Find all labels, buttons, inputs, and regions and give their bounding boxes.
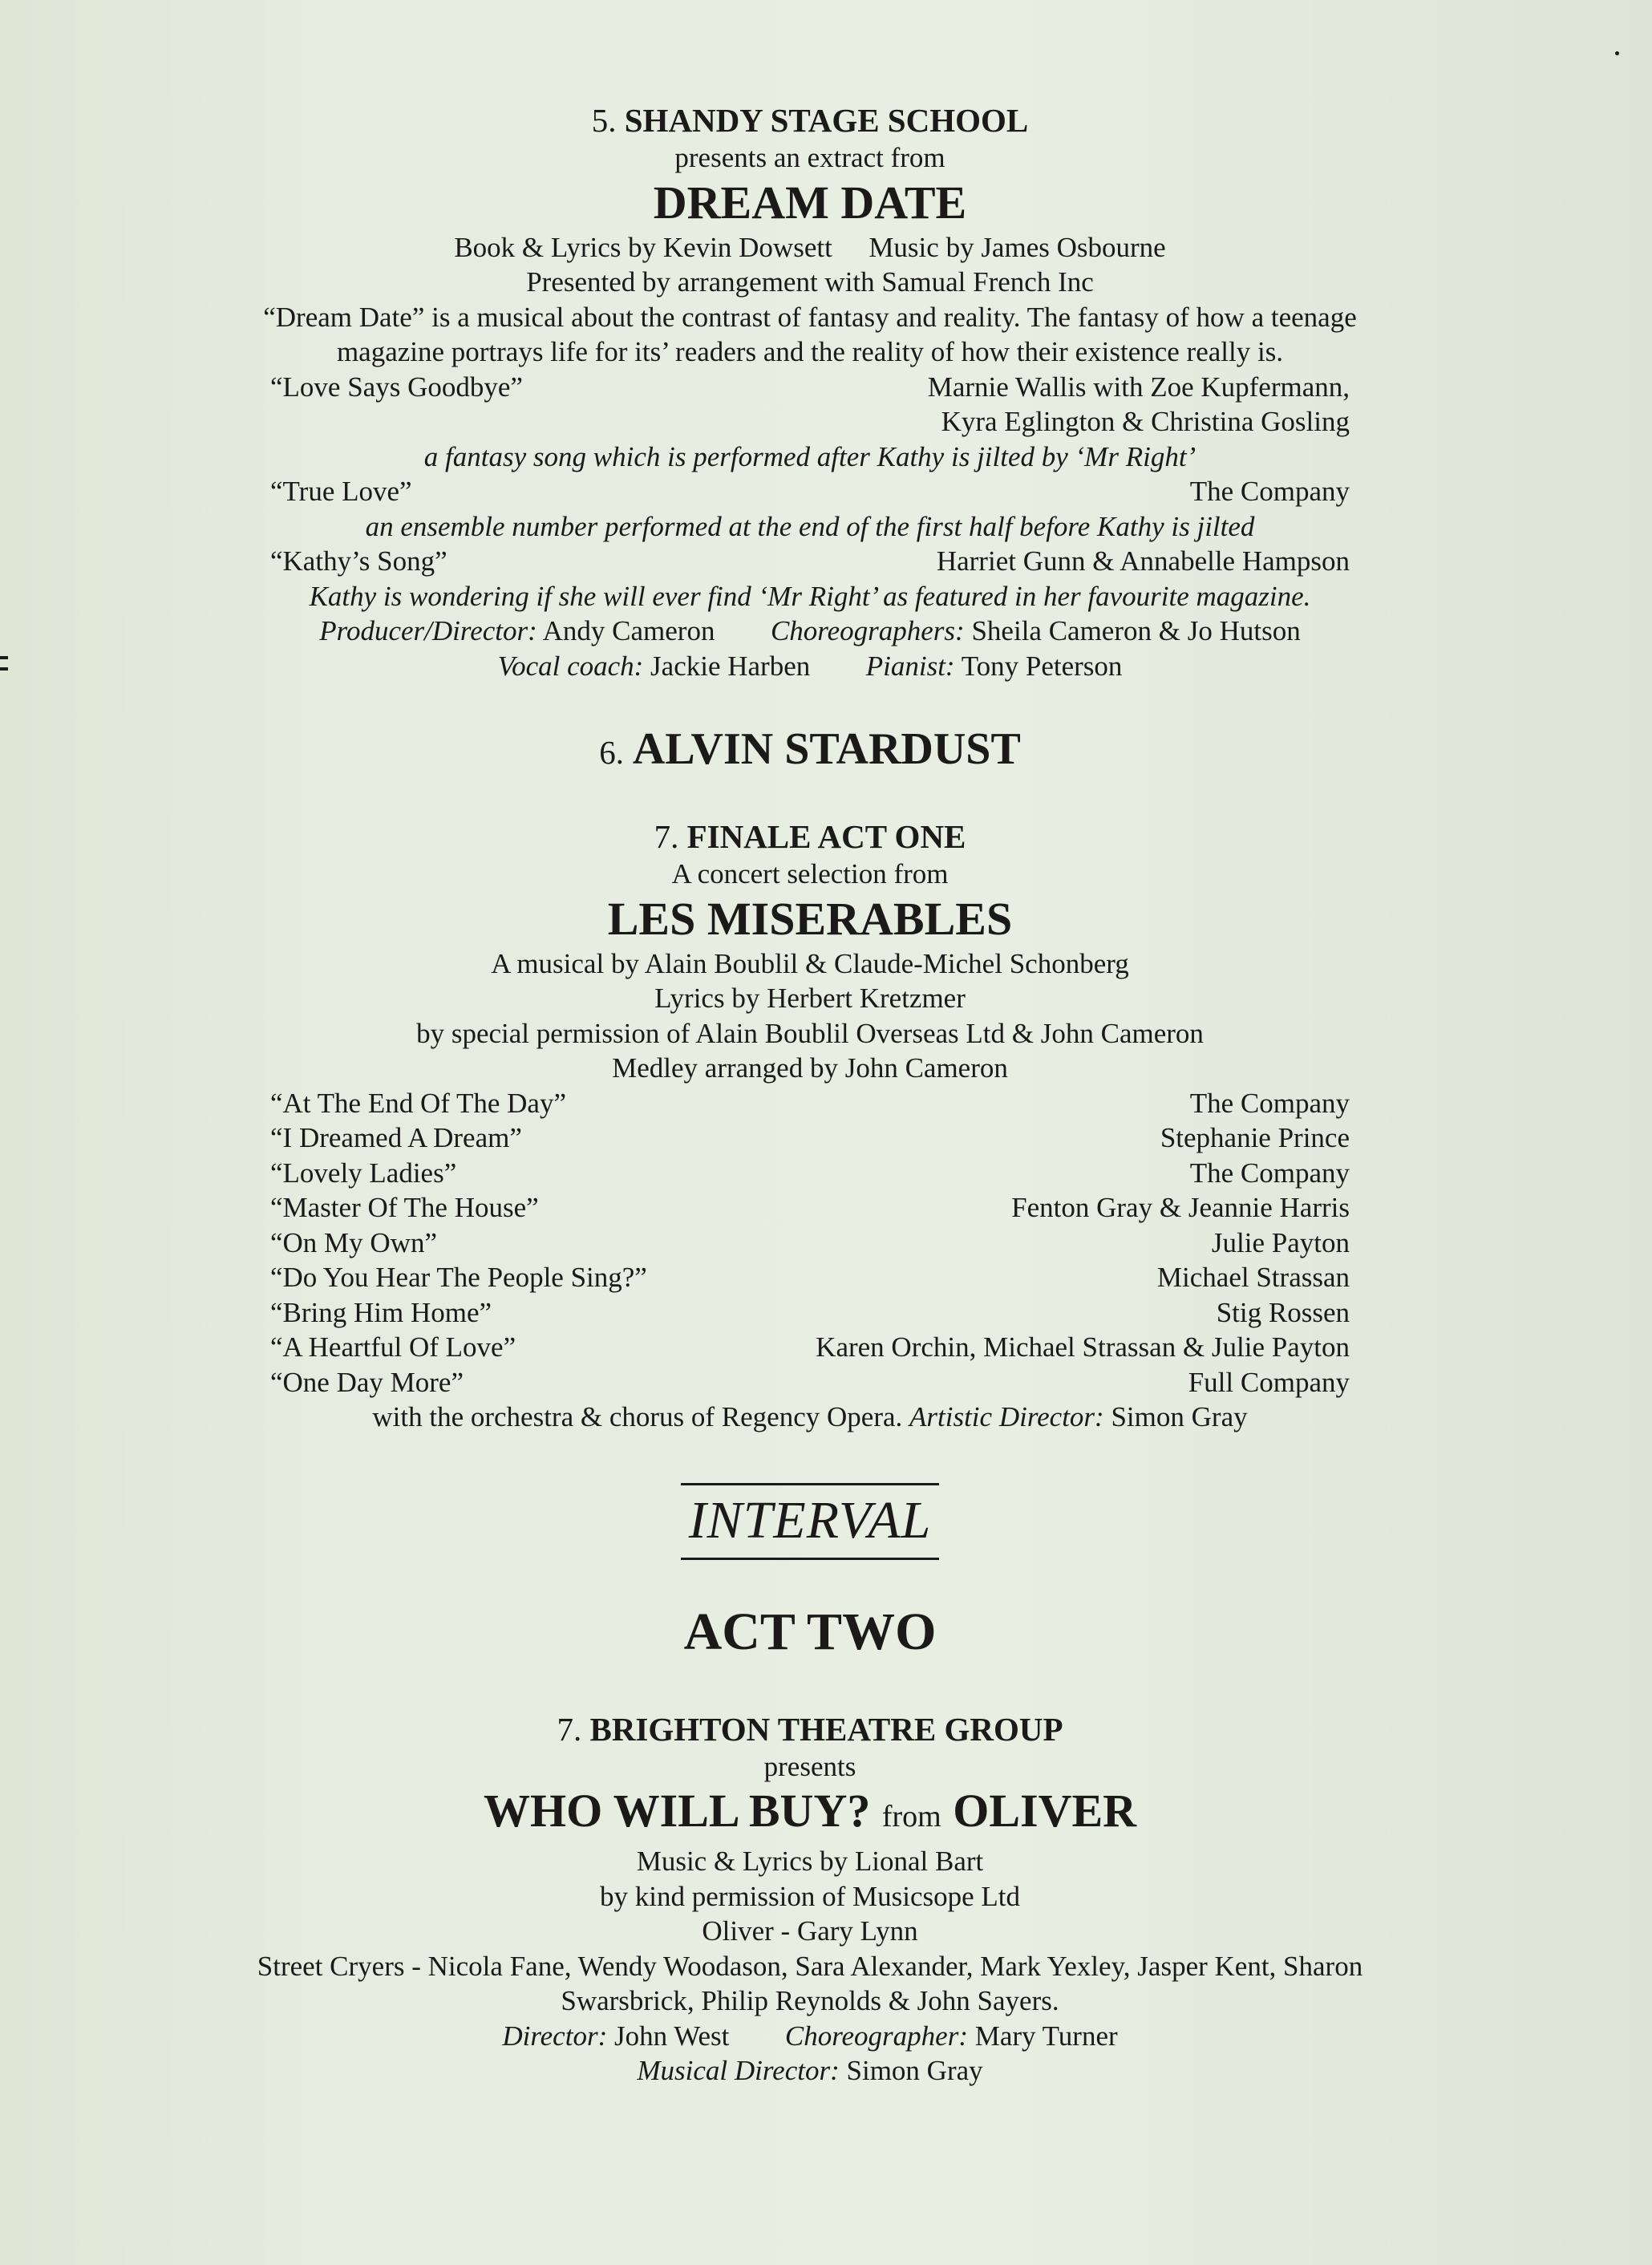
- credit-line: A musical by Alain Boublil & Claude-Michel Schonberg: [491, 947, 1129, 979]
- edge-mark: [0, 656, 8, 659]
- credit-value: Jackie Harben: [650, 650, 811, 682]
- credit-label: Vocal coach:: [497, 650, 644, 682]
- staff-credits: [168, 2019, 1452, 2054]
- song-performers: Fenton Gray & Jeannie Harris: [1011, 1192, 1350, 1223]
- staff-credits: [168, 2053, 1452, 2089]
- credit-line: by kind permission of Musicsope Ltd: [600, 1880, 1020, 1912]
- credit-value: Tony Peterson: [961, 650, 1123, 682]
- credit-music: Music by James Osbourne: [869, 231, 1166, 263]
- credit-label: Musical Director:: [637, 2055, 840, 2086]
- song-performers: Karen Orchin, Michael Strassan & Julie Payton: [816, 1331, 1350, 1363]
- song-row: [168, 544, 1452, 579]
- song-title: “Do You Hear The People Sing?”: [270, 1262, 647, 1293]
- song-performers: Harriet Gunn & Annabelle Hampson: [936, 545, 1350, 577]
- song-title: “A Heartful Of Love”: [270, 1331, 516, 1363]
- staff-credits: [168, 649, 1452, 684]
- credit-value: Mary Turner: [974, 2020, 1118, 2052]
- medley-list: [168, 1086, 1452, 1400]
- song-note: a fantasy song which is performed after Kathy is jilted by ‘Mr Right’: [423, 440, 1196, 472]
- song-row: [168, 370, 1452, 405]
- song-row: [168, 1156, 1452, 1191]
- description-line: “Dream Date” is a musical about the contrast of fantasy and reality. The fantasy of how a teenage: [263, 301, 1357, 333]
- song-title: “Kathy’s Song”: [270, 545, 447, 577]
- closing-text: with the orchestra & chorus of Regency Opera.: [372, 1401, 903, 1432]
- song-title: “True Love”: [270, 476, 412, 507]
- programme-column: [168, 100, 1452, 2089]
- show-name: OLIVER: [953, 1785, 1137, 1837]
- song-performers: Stig Rossen: [1216, 1296, 1350, 1328]
- interval-block: [168, 1483, 1452, 1560]
- song-row: [168, 1330, 1452, 1365]
- song-row-cont: [168, 404, 1452, 440]
- song-performers: Stephanie Prince: [1160, 1122, 1350, 1153]
- section-number: 7.: [654, 818, 679, 855]
- from-word: from: [881, 1800, 941, 1833]
- staff-credits: [168, 614, 1452, 649]
- speck: [1615, 51, 1619, 55]
- song-name: WHO WILL BUY?: [483, 1785, 871, 1837]
- intro-line: presents: [763, 1750, 856, 1782]
- credit-label: Producer/Director:: [319, 615, 537, 646]
- song-title: “Lovely Ladies”: [270, 1157, 457, 1189]
- cast-line: Swarsbrick, Philip Reynolds & John Sayers.: [561, 1985, 1059, 2016]
- credit-label: Artistic Director:: [909, 1401, 1104, 1432]
- song-performers: The Company: [1189, 1087, 1350, 1119]
- song-row: [168, 1120, 1452, 1156]
- song-performers: Michael Strassan: [1156, 1262, 1350, 1293]
- section-number: 6.: [599, 734, 624, 771]
- credit-value: Simon Gray: [1111, 1401, 1248, 1432]
- song-performers: The Company: [1189, 476, 1350, 507]
- section-title: FINALE ACT ONE: [686, 818, 966, 855]
- song-title: “I Dreamed A Dream”: [270, 1122, 522, 1153]
- song-row: [168, 1365, 1452, 1400]
- song-row: [168, 1086, 1452, 1121]
- credit-label: Director:: [502, 2020, 608, 2052]
- song-title: “At The End Of The Day”: [270, 1087, 567, 1119]
- act-name: ALVIN STARDUST: [632, 724, 1021, 774]
- song-note: an ensemble number performed at the end of the first half before Kathy is jilted: [365, 510, 1255, 542]
- song-title: “Bring Him Home”: [270, 1296, 492, 1328]
- credit-label: Choreographers:: [770, 615, 965, 646]
- credit-line: by special permission of Alain Boublil Overseas Ltd & John Cameron: [416, 1017, 1204, 1049]
- section-heading-6: [168, 722, 1452, 780]
- song-performers: The Company: [1189, 1157, 1350, 1189]
- credit-line: Music & Lyrics by Lional Bart: [636, 1846, 984, 1877]
- section-heading-7a: [168, 816, 1452, 857]
- song-title: “Love Says Goodbye”: [270, 371, 523, 403]
- song-performers: Julie Payton: [1211, 1226, 1350, 1258]
- show-title: [168, 1784, 1452, 1844]
- song-title: “Master Of The House”: [270, 1192, 539, 1223]
- show-title: DREAM DATE: [653, 176, 967, 229]
- intro-line: presents an extract from: [674, 142, 945, 173]
- section-number: 5.: [591, 102, 617, 139]
- credit-label: Pianist:: [865, 650, 955, 682]
- credit-line: Lyrics by Herbert Kretzmer: [654, 983, 966, 1014]
- interval-heading: INTERVAL: [681, 1483, 940, 1560]
- song-row: [168, 1190, 1452, 1226]
- song-performers: Marnie Wallis with Zoe Kupfermann,: [927, 371, 1350, 403]
- cast-line: Street Cryers - Nicola Fane, Wendy Woodason, Sara Alexander, Mark Yexley, Jasper Kent, Sharon: [257, 1950, 1363, 1982]
- song-title: “One Day More”: [270, 1366, 464, 1398]
- song-note: Kathy is wondering if she will ever find ‘Mr Right’ as featured in her favourite magazine.: [309, 580, 1311, 612]
- credit-line: Oliver - Gary Lynn: [702, 1915, 918, 1947]
- song-title: “On My Own”: [270, 1226, 438, 1258]
- section-heading-7b: [168, 1709, 1452, 1749]
- section-heading-5: [168, 100, 1452, 140]
- credit-label: Choreographer:: [784, 2020, 968, 2052]
- song-row: [168, 474, 1452, 509]
- song-row: [168, 1295, 1452, 1331]
- song-row: [168, 1260, 1452, 1295]
- credit-book: Book & Lyrics by Kevin Dowsett: [454, 231, 832, 263]
- credit-value: Andy Cameron: [542, 615, 715, 646]
- company-name: BRIGHTON THEATRE GROUP: [589, 1710, 1063, 1748]
- song-performers: Kyra Eglington & Christina Gosling: [941, 406, 1350, 437]
- credit-value: Sheila Cameron & Jo Hutson: [971, 615, 1301, 646]
- credit-line: Medley arranged by John Cameron: [612, 1052, 1008, 1084]
- intro-line: A concert selection from: [671, 858, 949, 889]
- credit-line: [168, 230, 1452, 265]
- company-name: SHANDY STAGE SCHOOL: [624, 102, 1029, 139]
- arrangement-line: Presented by arrangement with Samual French Inc: [526, 266, 1094, 298]
- song-row: [168, 1226, 1452, 1261]
- edge-mark: [0, 667, 8, 671]
- credit-value: Simon Gray: [846, 2055, 983, 2086]
- closing-line: [168, 1400, 1452, 1435]
- act-two-heading: ACT TWO: [683, 1602, 937, 1661]
- song-performers: Full Company: [1188, 1366, 1350, 1398]
- section-number: 7.: [557, 1710, 582, 1748]
- credit-value: John West: [613, 2020, 730, 2052]
- description-line: magazine portrays life for its’ readers and the reality of how their existence really is.: [336, 336, 1284, 367]
- show-title: LES MISERABLES: [607, 892, 1013, 945]
